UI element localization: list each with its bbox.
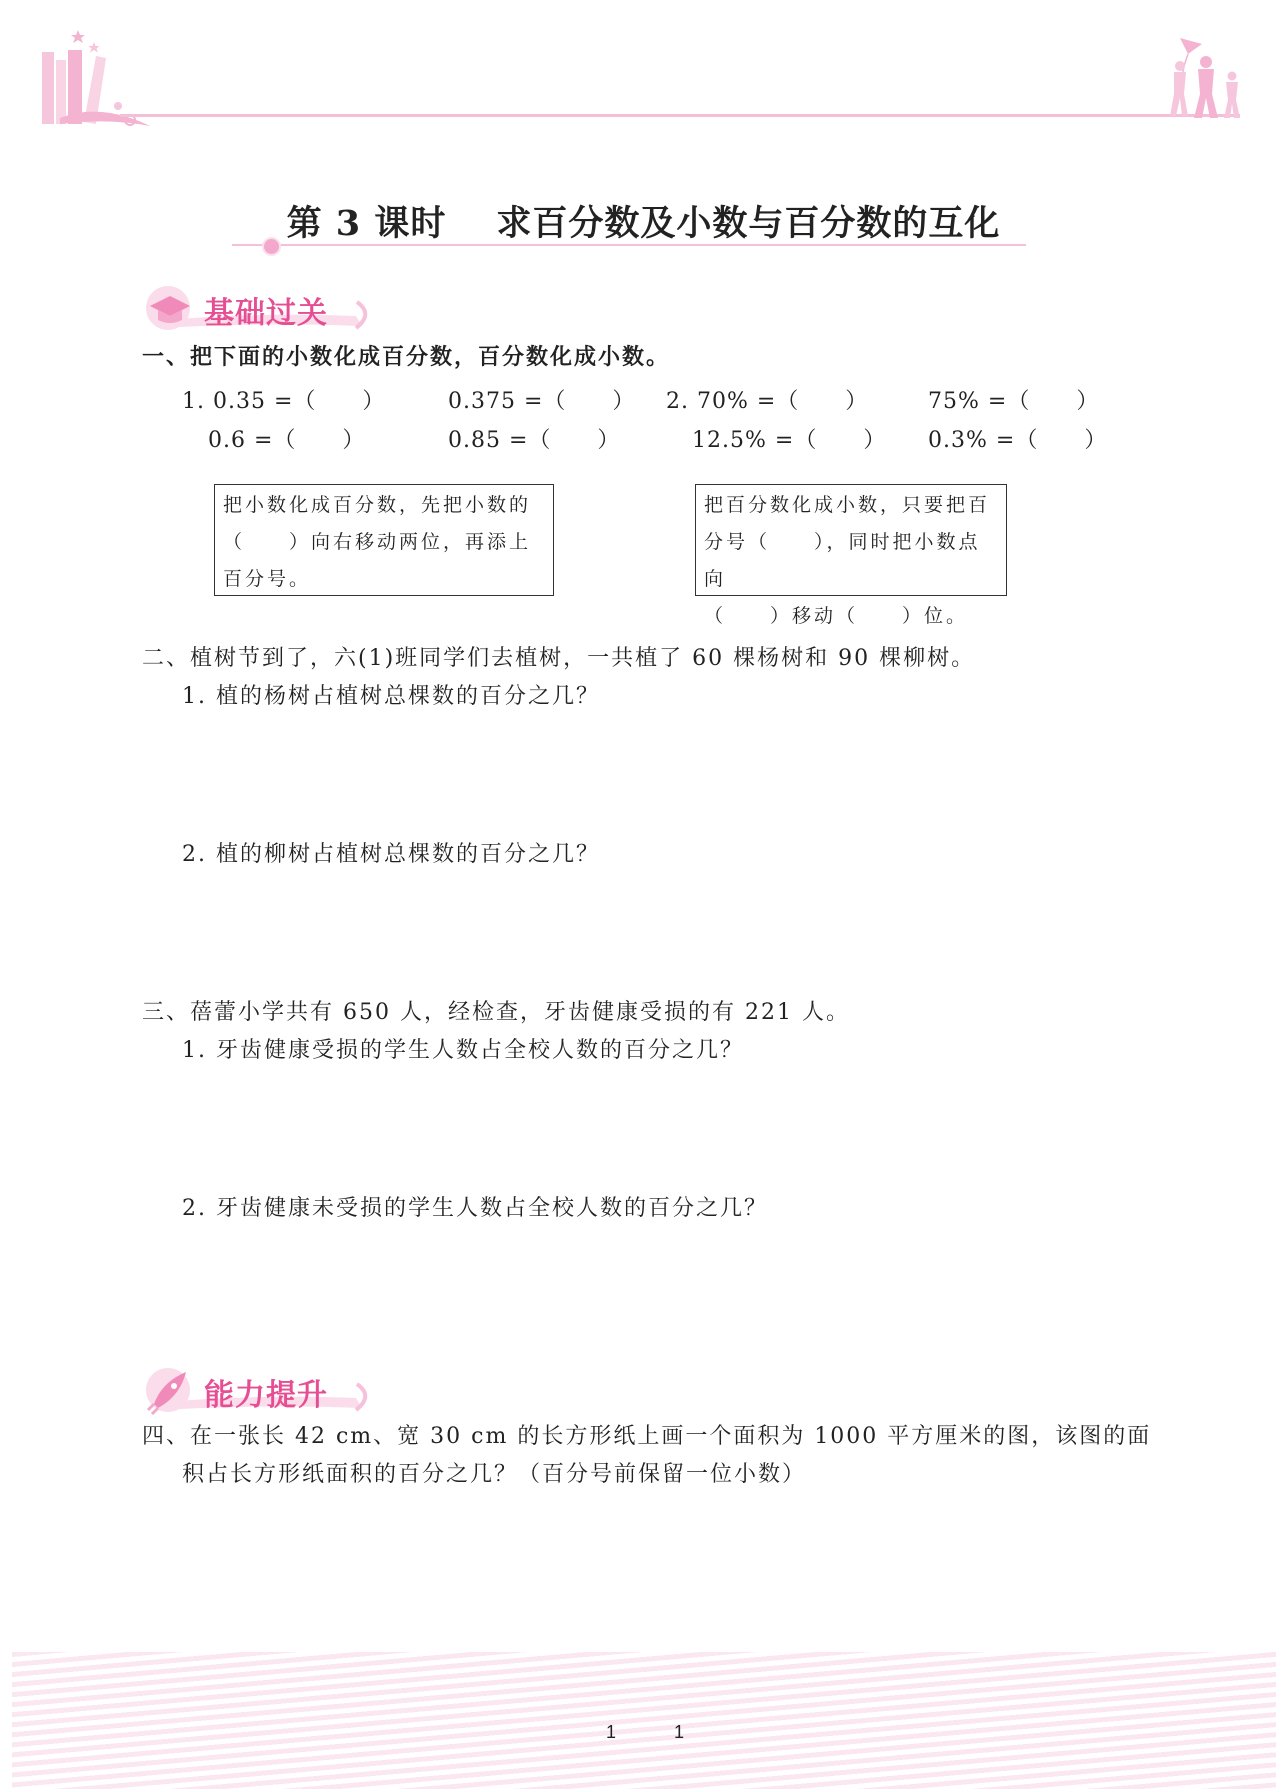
- hint-line: 分号（ ），同时把小数点向: [704, 531, 981, 590]
- question-2-sub-2: 2. 植的柳树占植树总棵数的百分之几？: [182, 842, 600, 867]
- hint-box-left: [214, 484, 554, 596]
- children-kite-icon: [1150, 36, 1250, 121]
- footer-band: [12, 1652, 1276, 1789]
- hint-line: 把小数化成百分数，先把小数的: [223, 494, 532, 516]
- q1-item: 1. 0.35 =（ ）: [182, 389, 386, 414]
- hint-box-right: [695, 484, 1007, 627]
- page-number-left: 1: [606, 1722, 617, 1742]
- hint-line: 百分号。: [223, 568, 312, 590]
- question-3-prompt: 三、蓓蕾小学共有 650 人，经检查，牙齿健康受损的有 221 人。: [142, 1000, 850, 1025]
- question-2-prompt: 二、植树节到了，六(1)班同学们去植树，一共植了 60 棵杨树和 90 棵柳树。: [142, 646, 976, 671]
- section-advanced-label: 能力提升: [204, 1378, 328, 1413]
- question-2-sub-1: 1. 植的杨树占植树总棵数的百分之几？: [182, 684, 600, 709]
- q1-item: 12.5% =（ ）: [692, 428, 887, 453]
- section-basic-header: [142, 282, 382, 334]
- hint-line: （ ）向右移动两位，再添上: [223, 531, 532, 553]
- page-number-right: 1: [674, 1722, 685, 1742]
- question-3-sub-1: 1. 牙齿健康受损的学生人数占全校人数的百分之几？: [182, 1038, 744, 1063]
- q1-item: 75% =（ ）: [928, 389, 1100, 414]
- header-rule: [120, 114, 1240, 117]
- question-4-line-2: 积占长方形纸面积的百分之几？（百分号前保留一位小数）: [182, 1462, 807, 1487]
- q1-item: 0.85 =（ ）: [448, 428, 621, 453]
- q1-item: 2. 70% =（ ）: [666, 389, 869, 414]
- lesson-topic: 求百分数及小数与百分数的互化: [496, 203, 1001, 244]
- section-advanced-header: [142, 1364, 382, 1416]
- section-basic-label: 基础过关: [204, 296, 328, 331]
- question-4-line-1: 四、在一张长 42 cm、宽 30 cm 的长方形纸上画一个面积为 1000 平方厘米的图，该图的面: [142, 1424, 1152, 1449]
- question-3-sub-2: 2. 牙齿健康未受损的学生人数占全校人数的百分之几？: [182, 1196, 768, 1221]
- question-1-prompt: 一、把下面的小数化成百分数，百分数化成小数。: [142, 344, 671, 370]
- q1-item: 0.3% =（ ）: [928, 428, 1108, 453]
- title-bullet-icon: [262, 237, 281, 256]
- hint-line: 把百分数化成小数，只要把百: [704, 494, 991, 516]
- q1-item: 0.6 =（ ）: [208, 428, 366, 453]
- lesson-number: 第 3 课时: [286, 203, 447, 244]
- title-underline: [232, 244, 1026, 246]
- hint-line: （ ）移动（ ）位。: [704, 605, 969, 627]
- page-title: [0, 196, 1287, 246]
- q1-item: 0.375 =（ ）: [448, 389, 636, 414]
